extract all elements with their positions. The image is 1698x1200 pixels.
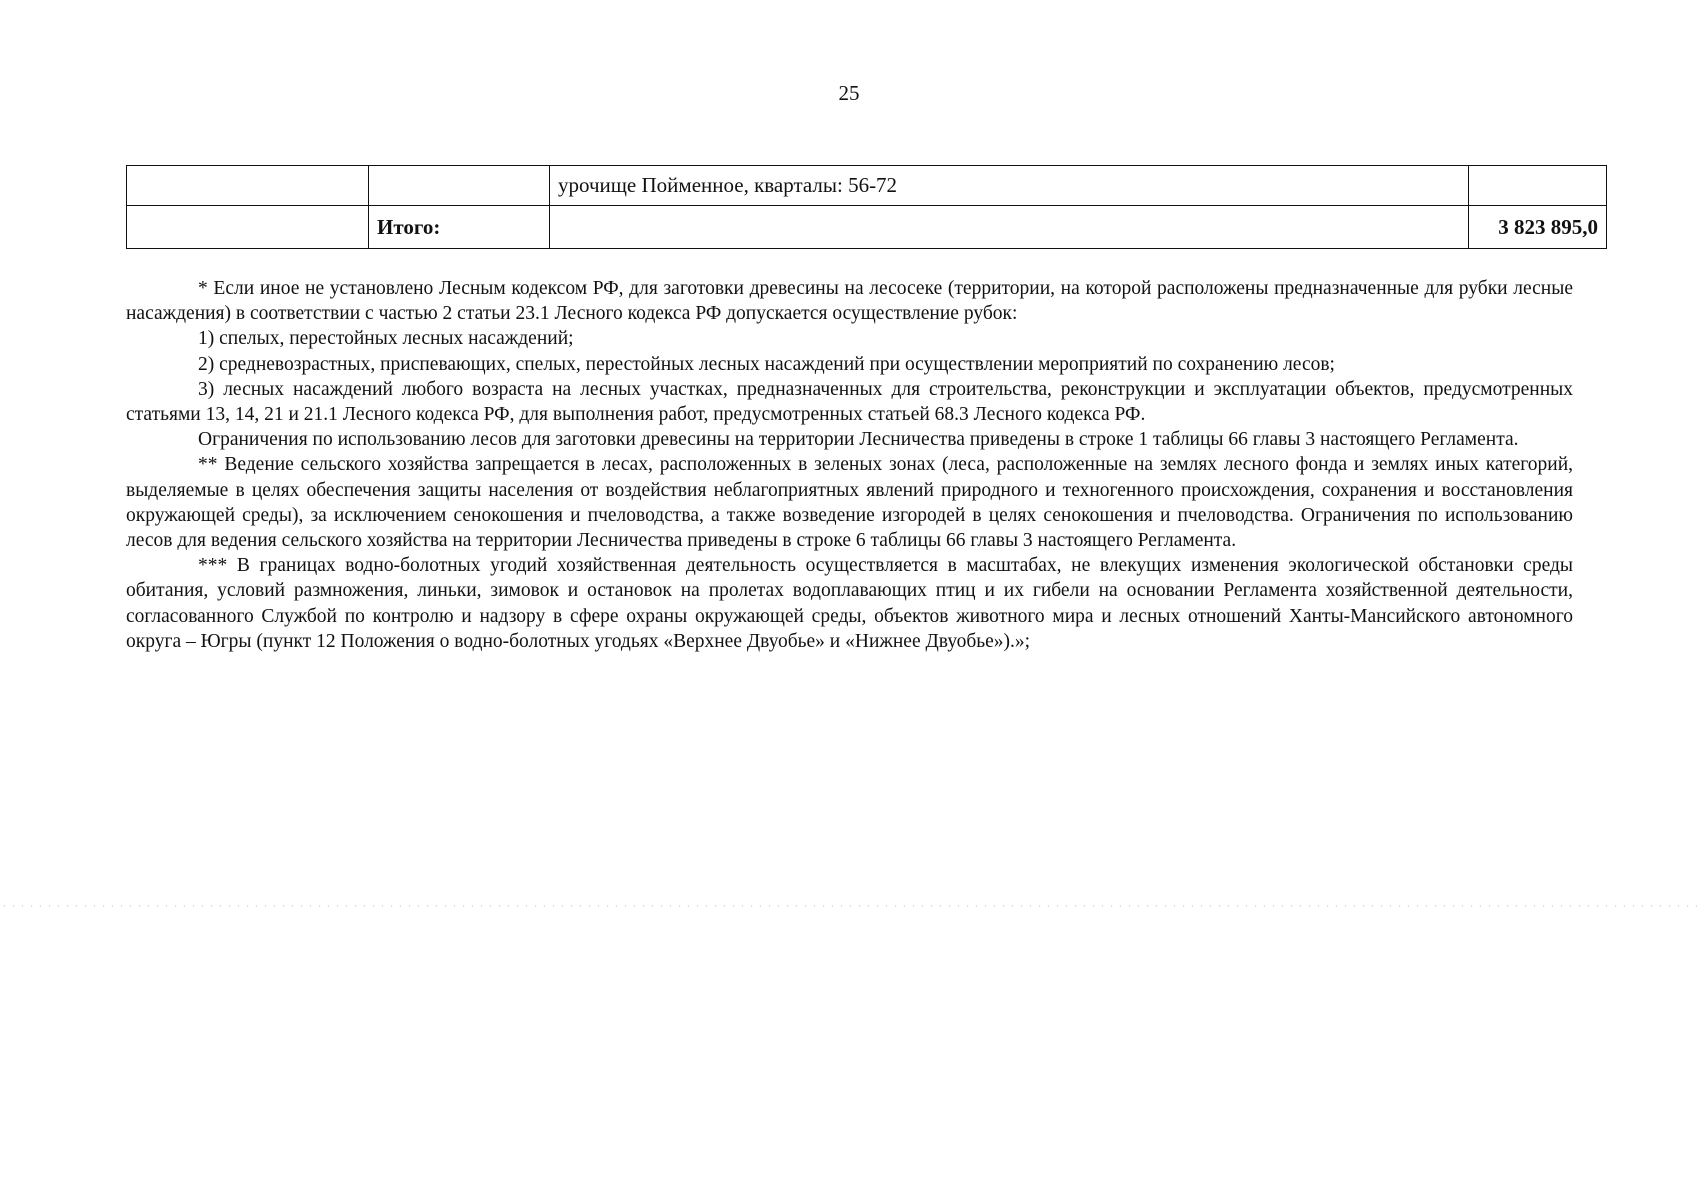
table-row	[127, 166, 1607, 206]
location-cell: урочище Пойменное, кварталы: 56-72	[550, 166, 1469, 206]
page-number: 25	[838, 81, 860, 105]
footnote-paragraph: * Если иное не установлено Лесным кодексом РФ, для заготовки древесины на лесосеке (территории, на которой расположены предназначенные для рубки лесные насаждения) в соответствии с частью 2 статьи 23.1 Лесного кодекса РФ допускается осуществление рубок:	[126, 278, 1573, 325]
footnote-paragraph: 3) лесных насаждений любого возраста на лесных участках, предназначенных для строительства, реконструкции и эксплуатации объектов, предусмотренных статьями 13, 14, 21 и 21.1 Лесного кодекса РФ, для выполнения работ, предусмотренных статьей 68.3 Лесного кодекса РФ.	[126, 378, 1573, 426]
table-cell	[127, 166, 369, 206]
footnote-paragraph: ** Ведение сельского хозяйства запрещается в лесах, расположенных в зеленых зонах (леса, расположенные на землях лесного фонда и землях иных категорий, выделяемые в целях обеспечения защиты населения от воздействия неблагоприятных явлений природного и техногенного происхождения, сохранения и восстановления окружающей среды), за исключением сенокошения и пчеловодства, а также возведение изгородей в целях сенокошения и пчеловодства. Ограничения по использованию лесов для ведения сельского хозяйства на территории Лесничества приведены в строке 6 таблицы 66 главы 3 настоящего Регламента.	[126, 454, 1573, 552]
footnote-paragraph: 2) средневозрастных, приспевающих, спелых, перестойных лесных насаждений при осуществлении мероприятий по сохранению лесов;	[198, 353, 1335, 375]
footnote-paragraph: 1) спелых, перестойных лесных насаждений;	[198, 328, 574, 350]
table-cell	[1469, 166, 1607, 206]
scan-artifact-line	[0, 905, 1698, 907]
table-row-total	[127, 206, 1607, 249]
footnote-paragraph: *** В границах водно-болотных угодий хозяйственная деятельность осуществляется в масштабах, не влекущих изменения экологической обстановки среды обитания, условий размножения, линьки, зимовок и остановок на пролетах водоплавающих птиц и их гибели на основании Регламента хозяйственной деятельности, согласованного Службой по контролю и надзору в сфере охраны окружающей среды, объектов животного мира и лесных отношений Ханты-Мансийского автономного округа – Югры (пункт 12 Положения о водно-болотных угодьях «Верхнее Двуобье» и «Нижнее Двуобье»).»;	[126, 555, 1573, 652]
total-value: 3 823 895,0	[1469, 206, 1607, 249]
table-cell	[127, 206, 369, 249]
footnote-paragraph: Ограничения по использованию лесов для заготовки древесины на территории Лесничества приведены в строке 1 таблицы 66 главы 3 настоящего Регламента.	[198, 429, 1519, 451]
table-cell	[550, 206, 1469, 249]
footnotes	[126, 276, 1573, 654]
table-cell	[369, 166, 550, 206]
summary-table	[126, 165, 1607, 249]
total-label: Итого:	[369, 206, 550, 249]
